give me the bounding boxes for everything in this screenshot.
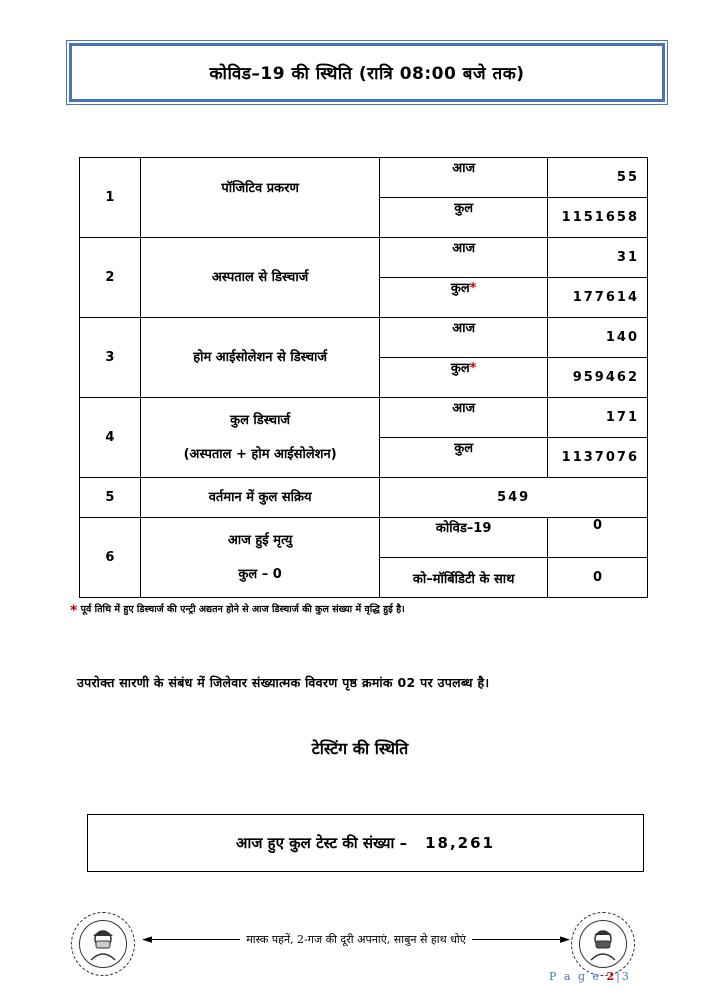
serial-number: 5: [80, 478, 141, 518]
value-cell: 140: [547, 318, 647, 358]
value-cell: 1151658: [547, 198, 647, 238]
sub-label: कोविड–19: [380, 518, 548, 558]
sub-label: को–मॉर्बिडिटी के साथ: [380, 558, 548, 598]
row-description: [140, 398, 379, 478]
row-description: पॉजिटिव प्रकरण: [140, 158, 379, 238]
table-row: [80, 238, 648, 278]
sub-label: कुल: [380, 198, 548, 238]
left-arrow-icon: ◄: [142, 932, 152, 947]
slogan-text: मास्क पहनें, 2-गज की दूरी अपनाएं, साबुन से हाथ धोएं: [246, 933, 466, 946]
value-cell: 55: [547, 158, 647, 198]
mask-face-icon: [71, 912, 135, 976]
table-row: [80, 398, 648, 438]
page-title: कोविड–19 की स्थिति (रात्रि 08:00 बजे तक): [209, 64, 525, 84]
table-row: [80, 158, 648, 198]
page-number: P a g e 2|3: [549, 970, 631, 983]
value-cell: 0: [547, 558, 647, 598]
serial-number: 4: [80, 398, 141, 478]
footnote-text: पूर्व तिथि में हुए डिस्चार्ज की एन्ट्री अद्यतन होने से आज डिस्चार्ज की कुल संख्या में वृद्धि हुई है।: [80, 604, 405, 615]
row-description-line1: आज हुई मृत्यु: [227, 532, 293, 548]
row-description-line2: कुल – 0: [238, 566, 282, 582]
district-note: उपरोक्त सारणी के संबंध में जिलेवार संख्यात्मक विवरण पृष्ठ क्रमांक 02 पर उपलब्ध है।: [77, 675, 490, 690]
divider: [472, 939, 560, 940]
mask-face-icon: [571, 912, 635, 976]
sub-label: आज: [380, 318, 548, 358]
sub-label: आज: [380, 238, 548, 278]
test-count-label: आज हुए कुल टेस्ट की संख्या –: [236, 834, 408, 852]
right-arrow-icon: ►: [560, 932, 571, 947]
footnote-star: *: [70, 603, 78, 619]
row-description: वर्तमान में कुल सक्रिय: [140, 478, 379, 518]
value-cell: 0: [547, 518, 647, 558]
row-description: [140, 518, 379, 598]
value-cell: 177614: [547, 278, 647, 318]
row-description-line1: कुल डिस्चार्ज: [230, 412, 291, 428]
slogan-row: [142, 932, 570, 947]
table-row: [80, 518, 648, 558]
title-box: [69, 43, 665, 102]
sub-label: कुल: [380, 438, 548, 478]
sub-label: आज: [380, 158, 548, 198]
serial-number: 2: [80, 238, 141, 318]
value-cell: 171: [547, 398, 647, 438]
row-description: होम आईसोलेशन से डिस्चार्ज: [140, 318, 379, 398]
value-cell: 1137076: [547, 438, 647, 478]
covid-status-table: [79, 157, 648, 598]
divider: [152, 939, 240, 940]
sub-label: आज: [380, 398, 548, 438]
serial-number: 1: [80, 158, 141, 238]
row-description: अस्पताल से डिस्चार्ज: [140, 238, 379, 318]
value-cell: 31: [547, 238, 647, 278]
table-row: [80, 478, 648, 518]
sub-label: कुल*: [380, 358, 548, 398]
value-cell: 959462: [547, 358, 647, 398]
sub-label: कुल*: [380, 278, 548, 318]
testing-heading: टेस्टिंग की स्थिति: [311, 739, 409, 758]
footnote: [70, 602, 405, 619]
table-row: [80, 318, 648, 358]
serial-number: 3: [80, 318, 141, 398]
value-cell: 549: [380, 478, 648, 518]
test-count-box: [87, 814, 644, 872]
serial-number: 6: [80, 518, 141, 598]
row-description-line2: (अस्पताल + होम आईसोलेशन): [183, 446, 337, 462]
test-count-value: 18,261: [425, 834, 495, 852]
